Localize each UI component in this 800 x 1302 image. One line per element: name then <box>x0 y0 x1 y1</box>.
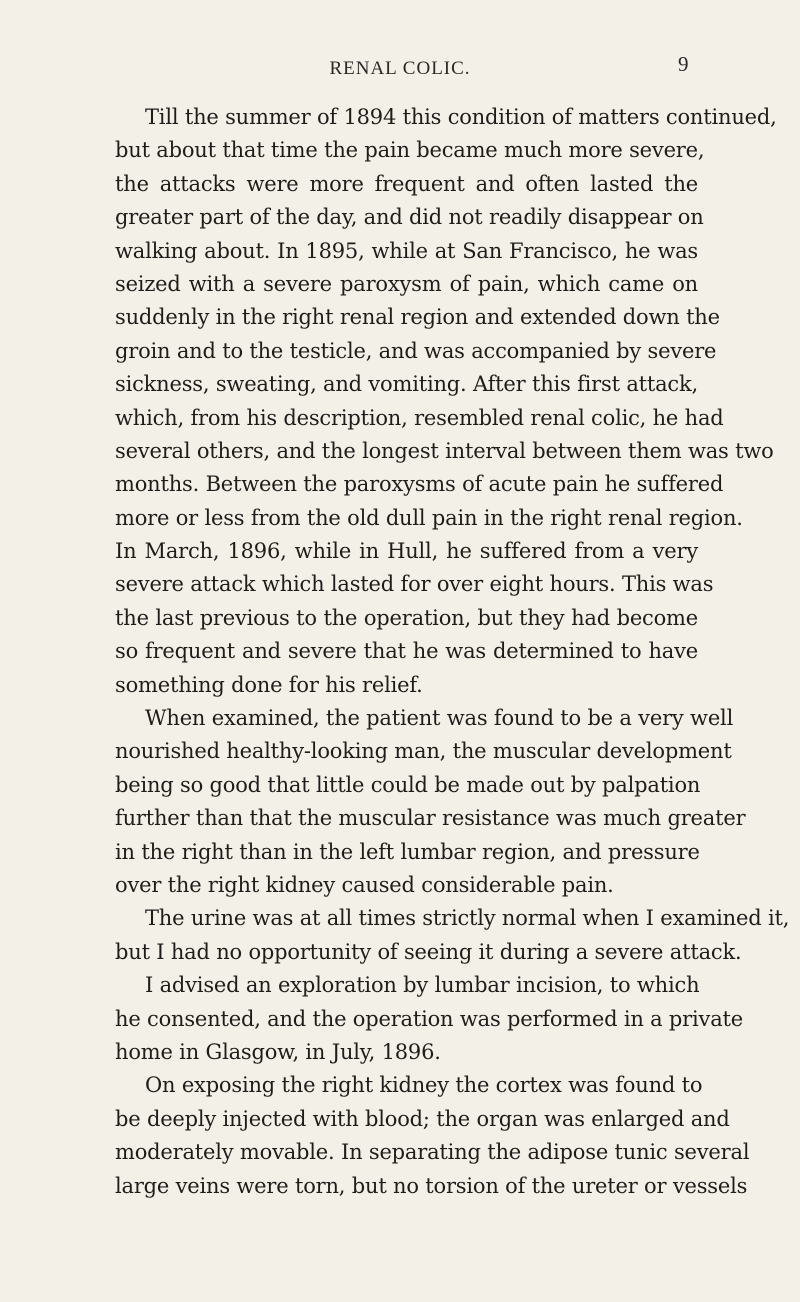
text-line: large veins were torn, but no torsion of the ureter or vessels <box>115 1173 748 1198</box>
page-number: 9 <box>678 52 689 76</box>
text-line: in the right than in the left lumbar region, and pressure <box>115 839 700 864</box>
text-line: so frequent and severe that he was determined to have <box>115 639 698 664</box>
text-line: nourished healthy-looking man, the muscular development <box>115 739 732 764</box>
text-line: walking about. In 1895, while at San Francisco, he was <box>115 238 698 263</box>
text-line: months. Between the paroxysms of acute pain he suffered <box>115 472 724 497</box>
text-line: over the right kidney caused considerable pain. <box>115 872 614 897</box>
body-text <box>115 101 790 1203</box>
text-line: In March, 1896, while in Hull, he suffered from a very <box>115 539 698 564</box>
text-line: greater part of the day, and did not readily disappear on <box>115 205 704 230</box>
running-head-title: RENAL COLIC. <box>329 58 471 79</box>
text-line: several others, and the longest interval between them was two <box>115 438 774 463</box>
text-line: Till the summer of 1894 this condition of matters continued, <box>145 105 777 129</box>
text-line: being so good that little could be made out by palpation <box>115 772 701 797</box>
text-line: On exposing the right kidney the cortex was found to <box>145 1073 703 1098</box>
text-line: suddenly in the right renal region and extended down the <box>115 305 720 330</box>
text-line: home in Glasgow, in July, 1896. <box>115 1039 441 1064</box>
text-line: be deeply injected with blood; the organ was enlarged and <box>115 1106 730 1131</box>
text-line: When examined, the patient was found to be a very well <box>145 706 734 731</box>
text-line: more or less from the old dull pain in the right renal region. <box>115 505 743 530</box>
text-line: moderately movable. In separating the adipose tunic several <box>115 1140 750 1165</box>
text-line: the attacks were more frequent and often lasted the <box>115 171 698 196</box>
running-head <box>0 52 800 86</box>
text-line: I advised an exploration by lumbar incision, to which <box>145 973 700 998</box>
text-line: but I had no opportunity of seeing it during a severe attack. <box>115 939 742 964</box>
text-line: groin and to the testicle, and was accompanied by severe <box>115 338 717 363</box>
text-line: which, from his description, resembled renal colic, he had <box>115 405 724 430</box>
text-line: he consented, and the operation was performed in a private <box>115 1006 743 1031</box>
text-line: further than that the muscular resistance was much greater <box>115 806 746 831</box>
text-line: the last previous to the operation, but they had become <box>115 605 698 630</box>
text-line: but about that time the pain became much more severe, <box>115 138 705 163</box>
text-line: something done for his relief. <box>115 672 423 697</box>
text-line: seized with a severe paroxysm of pain, which came on <box>115 271 698 296</box>
text-line: The urine was at all times strictly normal when I examined it, <box>145 906 790 931</box>
text-line: sickness, sweating, and vomiting. After this first attack, <box>115 372 698 397</box>
text-line: severe attack which lasted for over eight hours. This was <box>115 572 714 597</box>
